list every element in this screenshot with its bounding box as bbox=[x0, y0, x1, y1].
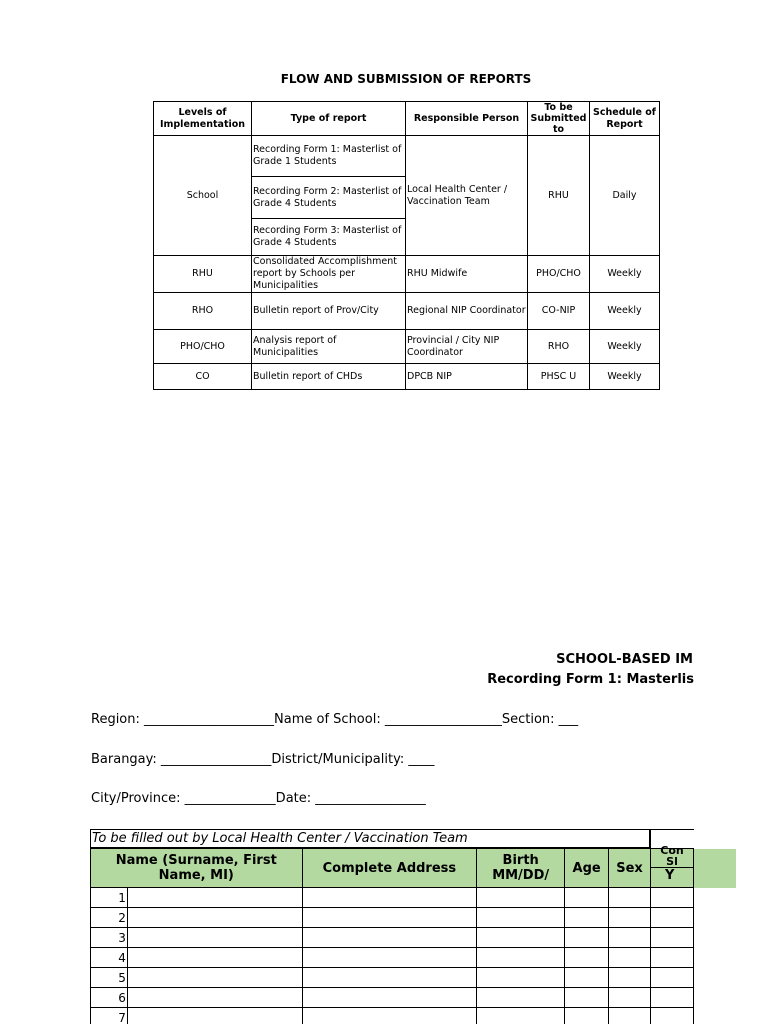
birth-cell[interactable] bbox=[477, 988, 565, 1008]
header-age: Age bbox=[565, 849, 609, 888]
age-cell[interactable] bbox=[565, 928, 609, 948]
row-level: CO bbox=[154, 364, 252, 390]
barangay-district-line: Barangay: _________________District/Municipality: ____ bbox=[91, 752, 435, 767]
row-schedule: Weekly bbox=[590, 364, 660, 390]
city-date-line: City/Province: ______________Date: _________________ bbox=[91, 791, 426, 806]
consent-cell[interactable] bbox=[651, 908, 694, 928]
flow-title: FLOW AND SUBMISSION OF REPORTS bbox=[280, 72, 532, 86]
header-fill-overflow bbox=[694, 849, 736, 888]
row-report: Bulletin report of CHDs bbox=[252, 364, 406, 390]
age-cell[interactable] bbox=[565, 988, 609, 1008]
birth-cell[interactable] bbox=[477, 928, 565, 948]
region-school-section-line: Region: ____________________Name of School: __________________Section: ___ bbox=[91, 712, 579, 727]
row-submitted: PHSC U bbox=[528, 364, 590, 390]
header-address: Complete Address bbox=[302, 849, 477, 888]
form-note: To be filled out by Local Health Center / Vaccination Team bbox=[90, 829, 650, 848]
flow-row bbox=[154, 293, 660, 330]
sex-cell[interactable] bbox=[609, 948, 651, 968]
name-cell[interactable] bbox=[127, 908, 302, 928]
consent-cell[interactable] bbox=[651, 968, 694, 988]
birth-cell[interactable] bbox=[477, 948, 565, 968]
table-row bbox=[91, 908, 694, 928]
flow-row bbox=[154, 256, 660, 293]
row-submitted: CO-NIP bbox=[528, 293, 590, 330]
header-yes: Y bbox=[651, 867, 693, 884]
table-row bbox=[91, 988, 694, 1008]
header-type: Type of report bbox=[252, 102, 406, 136]
sex-cell[interactable] bbox=[609, 968, 651, 988]
school-report-2: Recording Form 2: Masterlist of Grade 4 Students bbox=[252, 177, 406, 219]
row-level: PHO/CHO bbox=[154, 330, 252, 364]
header-consent bbox=[651, 844, 694, 888]
name-cell[interactable] bbox=[127, 928, 302, 948]
row-responsible: Regional NIP Coordinator bbox=[406, 293, 528, 330]
row-report: Bulletin report of Prov/City bbox=[252, 293, 406, 330]
sex-cell[interactable] bbox=[609, 1008, 651, 1024]
row-number: 2 bbox=[91, 908, 128, 928]
flow-row-school-1 bbox=[154, 136, 660, 177]
consent-cell[interactable] bbox=[651, 948, 694, 968]
header-birth: Birth MM/DD/ bbox=[477, 849, 565, 888]
row-submitted: RHO bbox=[528, 330, 590, 364]
name-cell[interactable] bbox=[127, 948, 302, 968]
masterlist-table bbox=[90, 844, 694, 1024]
sex-cell[interactable] bbox=[609, 908, 651, 928]
header-consent-top: Con bbox=[660, 844, 684, 857]
row-number: 3 bbox=[91, 928, 128, 948]
address-cell[interactable] bbox=[302, 948, 477, 968]
header-consent-mid: Sl bbox=[666, 855, 678, 868]
row-responsible: RHU Midwife bbox=[406, 256, 528, 293]
row-number: 6 bbox=[91, 988, 128, 1008]
name-cell[interactable] bbox=[127, 1008, 302, 1024]
consent-cell[interactable] bbox=[651, 988, 694, 1008]
flow-table bbox=[153, 101, 660, 390]
age-cell[interactable] bbox=[565, 968, 609, 988]
row-level: RHU bbox=[154, 256, 252, 293]
school-submitted: RHU bbox=[528, 136, 590, 256]
form-title: SCHOOL-BASED IM bbox=[556, 652, 693, 667]
age-cell[interactable] bbox=[565, 948, 609, 968]
masterlist-header-row bbox=[91, 849, 694, 888]
age-cell[interactable] bbox=[565, 1008, 609, 1024]
consent-cell[interactable] bbox=[651, 928, 694, 948]
school-level: School bbox=[154, 136, 252, 256]
sex-cell[interactable] bbox=[609, 988, 651, 1008]
address-cell[interactable] bbox=[302, 988, 477, 1008]
row-number: 5 bbox=[91, 968, 128, 988]
row-schedule: Weekly bbox=[590, 330, 660, 364]
address-cell[interactable] bbox=[302, 1008, 477, 1024]
birth-cell[interactable] bbox=[477, 888, 565, 908]
masterlist-form bbox=[90, 829, 694, 1024]
row-submitted: PHO/CHO bbox=[528, 256, 590, 293]
flow-row bbox=[154, 364, 660, 390]
sex-cell[interactable] bbox=[609, 928, 651, 948]
row-number: 7 bbox=[91, 1008, 128, 1024]
header-responsible: Responsible Person bbox=[406, 102, 528, 136]
table-row bbox=[91, 1008, 694, 1024]
name-cell[interactable] bbox=[127, 988, 302, 1008]
header-submitted: To be Submitted to bbox=[528, 102, 590, 136]
header-name: Name (Surname, First Name, MI) bbox=[91, 849, 303, 888]
school-report-1: Recording Form 1: Masterlist of Grade 1 Students bbox=[252, 136, 406, 177]
school-report-3: Recording Form 3: Masterlist of Grade 4 Students bbox=[252, 219, 406, 256]
birth-cell[interactable] bbox=[477, 968, 565, 988]
header-schedule: Schedule of Report bbox=[590, 102, 660, 136]
table-row bbox=[91, 928, 694, 948]
header-sex: Sex bbox=[609, 849, 651, 888]
age-cell[interactable] bbox=[565, 888, 609, 908]
sex-cell[interactable] bbox=[609, 888, 651, 908]
school-responsible: Local Health Center / Vaccination Team bbox=[406, 136, 528, 256]
name-cell[interactable] bbox=[127, 968, 302, 988]
row-number: 1 bbox=[91, 888, 128, 908]
table-row bbox=[91, 888, 694, 908]
row-responsible: DPCB NIP bbox=[406, 364, 528, 390]
row-report: Analysis report of Municipalities bbox=[252, 330, 406, 364]
name-cell[interactable] bbox=[127, 888, 302, 908]
row-level: RHO bbox=[154, 293, 252, 330]
school-schedule: Daily bbox=[590, 136, 660, 256]
birth-cell[interactable] bbox=[477, 1008, 565, 1024]
row-number: 4 bbox=[91, 948, 128, 968]
header-levels: Levels of Implementation bbox=[154, 102, 252, 136]
address-cell[interactable] bbox=[302, 908, 477, 928]
age-cell[interactable] bbox=[565, 908, 609, 928]
consent-cell[interactable] bbox=[651, 1008, 694, 1024]
row-schedule: Weekly bbox=[590, 293, 660, 330]
form-subtitle: Recording Form 1: Masterlis bbox=[487, 672, 694, 687]
birth-cell[interactable] bbox=[477, 908, 565, 928]
row-report: Consolidated Accomplishment report by Schools per Municipalities bbox=[252, 256, 406, 293]
row-schedule: Weekly bbox=[590, 256, 660, 293]
address-cell[interactable] bbox=[302, 928, 477, 948]
address-cell[interactable] bbox=[302, 888, 477, 908]
address-cell[interactable] bbox=[302, 968, 477, 988]
table-row bbox=[91, 948, 694, 968]
flow-header-row bbox=[154, 102, 660, 136]
consent-cell[interactable] bbox=[651, 888, 694, 908]
row-responsible: Provincial / City NIP Coordinator bbox=[406, 330, 528, 364]
table-row bbox=[91, 968, 694, 988]
flow-row bbox=[154, 330, 660, 364]
